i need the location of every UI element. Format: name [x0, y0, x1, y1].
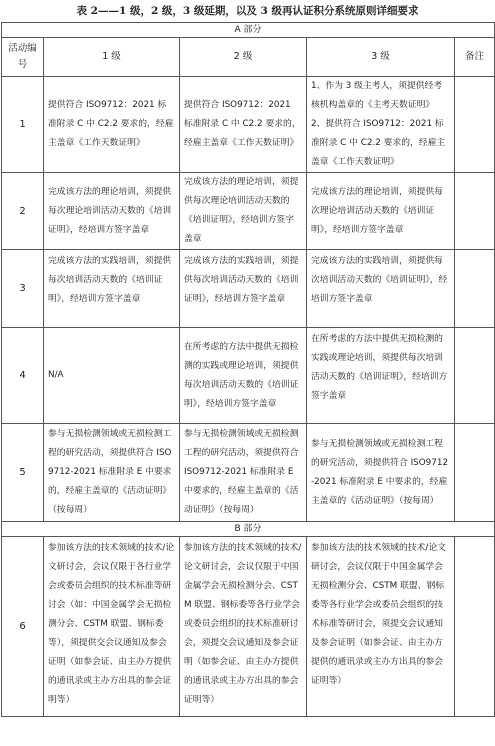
level3-requirement: 1、作为 3 级主考人，须提供经考核机构盖章的《主考天数证明》 2、提供符合 ISO9712：2021 标准附录 C 中 C2.2 要求的，经雇主盖章《工作天数证明》: [307, 77, 455, 173]
table-row: [2, 328, 495, 424]
section-a-label: A 部分: [2, 23, 495, 38]
activity-number: 4: [2, 328, 44, 424]
level1-requirement: N/A: [44, 328, 180, 424]
remarks-cell: [455, 250, 495, 328]
header-activity-no: 活动编号: [2, 38, 44, 77]
activity-number: 3: [2, 250, 44, 328]
section-a-row: [2, 23, 495, 38]
level2-requirement: 参加该方法的技术领域的技术/论文研讨会，会议仅限于中国金属学会无损检测分会、CSTM 联盟、钢标委等各行业学会或委员会组织的技术标准研讨会，须提交会议通知及参会证明（如参会证、由主办方提供的通讯录或主办方出具的参会证明等）: [180, 537, 307, 717]
activity-number: 6: [2, 537, 44, 717]
level2-requirement: 参与无损检测领域或无损检测工程的研究活动，须提供符合 ISO9712-2021 标准附录 E 中要求的，经雇主盖章的《活动证明》（按每周）: [180, 424, 307, 522]
level1-requirement: 提供符合 ISO9712：2021 标准附录 C 中 C2.2 要求的，经雇主盖章《工作天数证明》: [44, 77, 180, 173]
level3-requirement: 在所考虑的方法中提供无损检测的实践或理论培训，须提供每次培训活动天数的《培训证明》，经培训方签字盖章: [307, 328, 455, 424]
requirements-table: [1, 22, 495, 717]
remarks-cell: [455, 77, 495, 173]
level2-requirement: 完成该方法的实践培训，须提供每次培训活动天数的《培训证明》，经培训方签字盖章: [180, 250, 307, 328]
section-b-label: B 部分: [2, 522, 495, 537]
level2-requirement: 提供符合 ISO9712：2021 标准附录 C 中 C2.2 要求的，经雇主盖章《工作天数证明》: [180, 77, 307, 173]
level1-requirement: 参与无损检测领域或无损检测工程的研究活动，须提供符合 ISO9712-2021 标准附录 E 中要求的，经雇主盖章的《活动证明》（按每周）: [44, 424, 180, 522]
activity-number: 5: [2, 424, 44, 522]
activity-number: 1: [2, 77, 44, 173]
remarks-cell: [455, 173, 495, 250]
section-b-row: [2, 522, 495, 537]
header-remarks: 备注: [455, 38, 495, 77]
level1-requirement: 完成该方法的理论培训，须提供每次理论培训活动天数的《培训证明》，经培训方签字盖章: [44, 173, 180, 250]
remarks-cell: [455, 537, 495, 717]
remarks-cell: [455, 328, 495, 424]
table-row: [2, 77, 495, 173]
table-row: [2, 173, 495, 250]
header-row: [2, 38, 495, 77]
level3-requirement: 参与无损检测领域或无损检测工程的研究活动，须提供符合 ISO9712-2021 标准附录 E 中要求的，经雇主盖章的《活动证明》（按每周）: [307, 424, 455, 522]
table-row: [2, 537, 495, 717]
level1-requirement: 参加该方法的技术领域的技术/论文研讨会，会议仅限于各行业学会或委员会组织的技术标准等研讨会（如：中国金属学会无损检测分会、CSTM 联盟、钢标委等），须提供交会议通知及参会证明（如参会证、由主办方提供的通讯录或主办方出具的参会证明等）: [44, 537, 180, 717]
level1-requirement: 完成该方法的实践培训，须提供每次培训活动天数的《培训证明》，经培训方签字盖章: [44, 250, 180, 328]
remarks-cell: [455, 424, 495, 522]
table-row: [2, 424, 495, 522]
activity-number: 2: [2, 173, 44, 250]
header-level3: 3 级: [307, 38, 455, 77]
header-level1: 1 级: [44, 38, 180, 77]
table-caption: 表 2——1 级，2 级，3 级延期，以及 3 级再认证积分系统原则详细要求: [76, 5, 419, 17]
level2-requirement: 在所考虑的方法中提供无损检测的实践或理论培训，须提供每次培训活动天数的《培训证明》，经培训方签字盖章: [180, 328, 307, 424]
level3-requirement: 完成该方法的实践培训，须提供每次培训活动天数的《培训证明》，经培训方签字盖章: [307, 250, 455, 328]
level2-requirement: 完成该方法的理论培训，须提供每次理论培训活动天数的《培训证明》，经培训方签字盖章: [180, 173, 307, 250]
table-row: [2, 250, 495, 328]
level3-requirement: 参加该方法的技术领域的技术/论文研讨会，会议仅限于中国金属学会无损检测分会、CSTM 联盟、钢标委等各行业学会或委员会组织的技术标准等研讨会，须提交会议通知及参会证明（如参会证、由主办方提供的通讯录或主办方出具的参会证明等）: [307, 537, 455, 717]
header-level2: 2 级: [180, 38, 307, 77]
level3-requirement: 完成该方法的理论培训，须提供每次理论培训活动天数的《培训证明》，经培训方签字盖章: [307, 173, 455, 250]
